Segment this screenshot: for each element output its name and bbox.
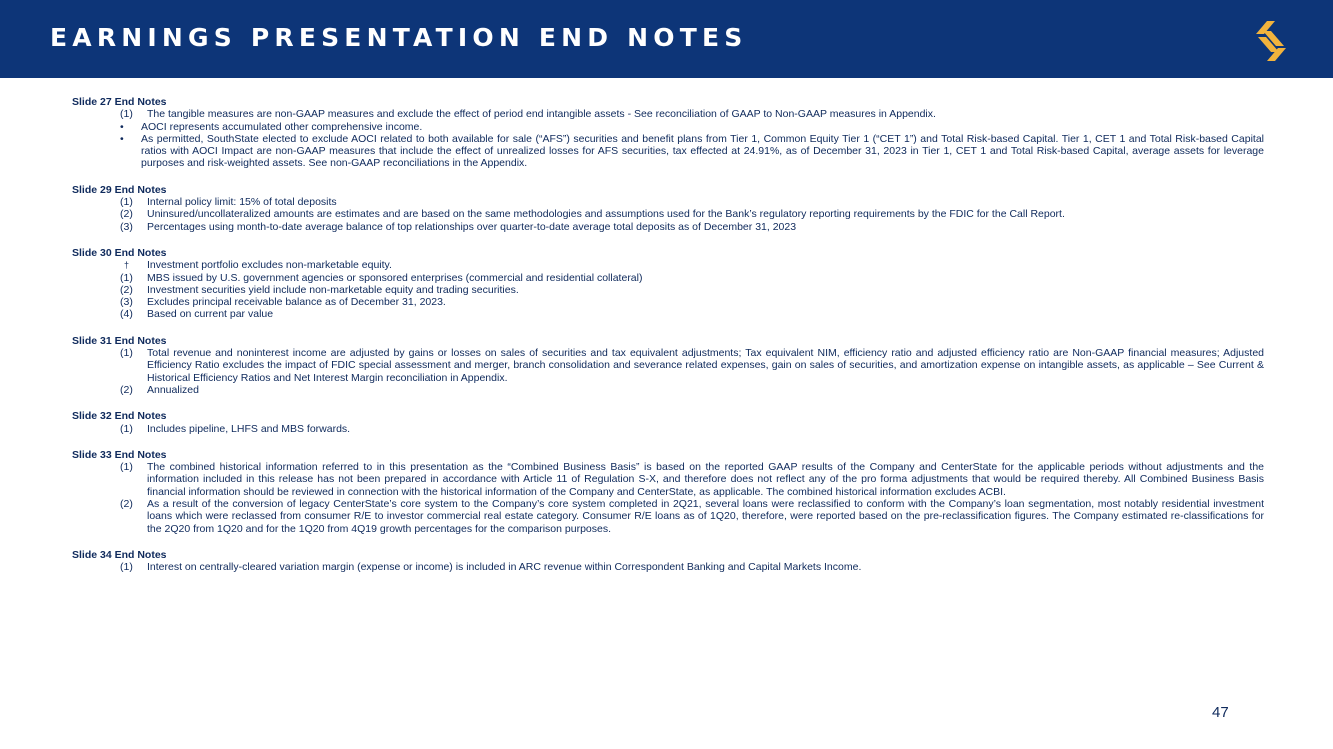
note-marker: (4) [120, 308, 133, 321]
page-number: 47 [1212, 704, 1229, 721]
end-note-item [72, 272, 1264, 284]
note-marker: • [120, 120, 124, 133]
note-marker: (2) [120, 208, 133, 221]
end-note-item [72, 308, 1264, 320]
section-title: Slide 34 End Notes [72, 548, 167, 561]
note-text: Total revenue and noninterest income are adjusted by gains or losses on sales of securities and tax equivalent adjustments; Tax equivalent NIM, efficiency ratio and adjusted efficiency ratio are Non-GAAP financial measures; Adjusted Efficiency Ratio excludes the impact of FDIC special assessment and merger, branch consolidation and severance related expenses, gain on sales of securities, and amortization expense on intangible assets, as applicable – See Current & Historical Efficiency Ratios and Net Interest Margin reconciliation in Appendix. [147, 347, 1264, 384]
note-text: As a result of the conversion of legacy CenterState’s core system to the Company’s core system completed in 2Q21, several loans were reclassified to conform with the Company’s loan segmentation, most notably residential investment loans which were reclassed from consumer R/E to investor commercial real estate category. Consumer R/E loans as of 1Q20, therefore, were reported based on the pre-reclassification figures. The Company estimated re-classifications for the 2Q20 from 1Q20 and for the 1Q20 from 4Q19 growth percentages for the comparison purposes. [147, 498, 1264, 535]
end-note-item [72, 208, 1264, 220]
end-notes-section [72, 96, 1264, 170]
note-marker: (2) [120, 383, 133, 396]
end-notes-section [72, 247, 1264, 321]
end-note-item [72, 108, 1264, 120]
note-text: Excludes principal receivable balance as of December 31, 2023. [147, 296, 446, 309]
note-text: MBS issued by U.S. government agencies or sponsored enterprises (commercial and residential collateral) [147, 271, 643, 284]
note-marker: (1) [120, 561, 133, 574]
end-note-item [72, 498, 1264, 535]
note-text: AOCI represents accumulated other comprehensive income. [141, 120, 423, 133]
end-notes-section [72, 184, 1264, 233]
section-title: Slide 27 End Notes [72, 96, 167, 108]
note-text: Includes pipeline, LHFS and MBS forwards. [147, 422, 351, 435]
section-title: Slide 31 End Notes [72, 334, 167, 347]
note-marker: † [124, 260, 130, 271]
note-marker: (2) [120, 283, 133, 296]
header-bar [0, 0, 1333, 78]
end-note-item [72, 423, 1264, 435]
end-note-item [72, 121, 1264, 133]
end-notes-section [72, 335, 1264, 396]
note-text: Internal policy limit: 15% of total deposits [147, 196, 337, 209]
end-notes-section [72, 449, 1264, 535]
end-note-item [72, 284, 1264, 296]
end-note-item [72, 561, 1264, 573]
note-marker: (1) [120, 461, 133, 474]
section-title: Slide 29 End Notes [72, 183, 167, 196]
end-note-item [72, 461, 1264, 498]
note-text: Annualized [147, 383, 199, 396]
note-text: Percentages using month-to-date average balance of top relationships over quarter-to-date average total deposits as of December 31, 2023 [147, 220, 797, 233]
page-title: EARNINGS PRESENTATION END NOTES [50, 23, 748, 52]
end-notes-section [72, 410, 1264, 435]
end-note-item [72, 347, 1264, 384]
end-note-item [72, 196, 1264, 208]
end-note-item [72, 133, 1264, 170]
note-text: The tangible measures are non-GAAP measures and exclude the effect of period end intangible assets - See reconciliation of GAAP to Non-GAAP measures in Appendix. [147, 108, 936, 121]
end-note-item [72, 384, 1264, 396]
note-marker: • [120, 132, 124, 145]
end-note-item [72, 221, 1264, 233]
note-text: Investment securities yield include non-marketable equity and trading securities. [147, 283, 519, 296]
end-note-item [72, 296, 1264, 308]
note-text: Uninsured/uncollateralized amounts are estimates and are based on the same methodologies and assumptions used for the Bank’s regulatory reporting requirements by the FDIC for the Call Report. [147, 208, 1065, 221]
note-marker: (3) [120, 296, 133, 309]
note-text: As permitted, SouthState elected to exclude AOCI related to both available for sale (“AFS”) securities and benefit plans from Tier 1, Common Equity Tier 1 (“CET 1”) and Total Risk-based Capital. Tier 1, CET 1 and Total Risk-based Capital ratios with AOCI Impact are non-GAAP measures that include the effect of unrealized losses for AFS securities, tax effected at 24.91%, as of December 31, 2023 in Tier 1, CET 1 and Total Risk-based Capital, average assets for leverage purposes and risk-weighted assets. See non-GAAP reconciliations in the Appendix. [141, 132, 1264, 170]
note-text: The combined historical information referred to in this presentation as the “Combined Business Basis” is based on the reported GAAP results of the Company and CenterState for the applicable periods without adjustments and the information included in this release has not been prepared in accordance with Article 11 of Regulation S-X, and therefore does not reflect any of the pro forma adjustments that would be required thereby. All Combined Business Basis financial information should be reviewed in connection with the historical information of the Company and CenterState, as applicable. The combined historical information excludes ACBI. [147, 461, 1264, 498]
note-marker: (1) [120, 271, 133, 284]
note-marker: (1) [120, 196, 133, 209]
section-title: Slide 32 End Notes [72, 410, 167, 423]
note-marker: (3) [120, 220, 133, 233]
note-text: Based on current par value [147, 308, 274, 321]
note-marker: (1) [120, 422, 133, 435]
note-marker: (2) [120, 498, 133, 511]
end-notes-section [72, 549, 1264, 574]
end-notes-content [72, 96, 1264, 588]
note-text: Investment portfolio excludes non-marketable equity. [147, 259, 392, 272]
section-title: Slide 30 End Notes [72, 246, 167, 259]
note-marker: (1) [120, 347, 133, 360]
end-note-item [72, 259, 1264, 271]
section-title: Slide 33 End Notes [72, 448, 167, 461]
note-marker: (1) [120, 108, 133, 121]
note-text: Interest on centrally-cleared variation margin (expense or income) is included in ARC revenue within Correspondent Banking and Capital Markets Income. [147, 561, 862, 574]
southstate-s-logo-icon [1254, 21, 1288, 61]
